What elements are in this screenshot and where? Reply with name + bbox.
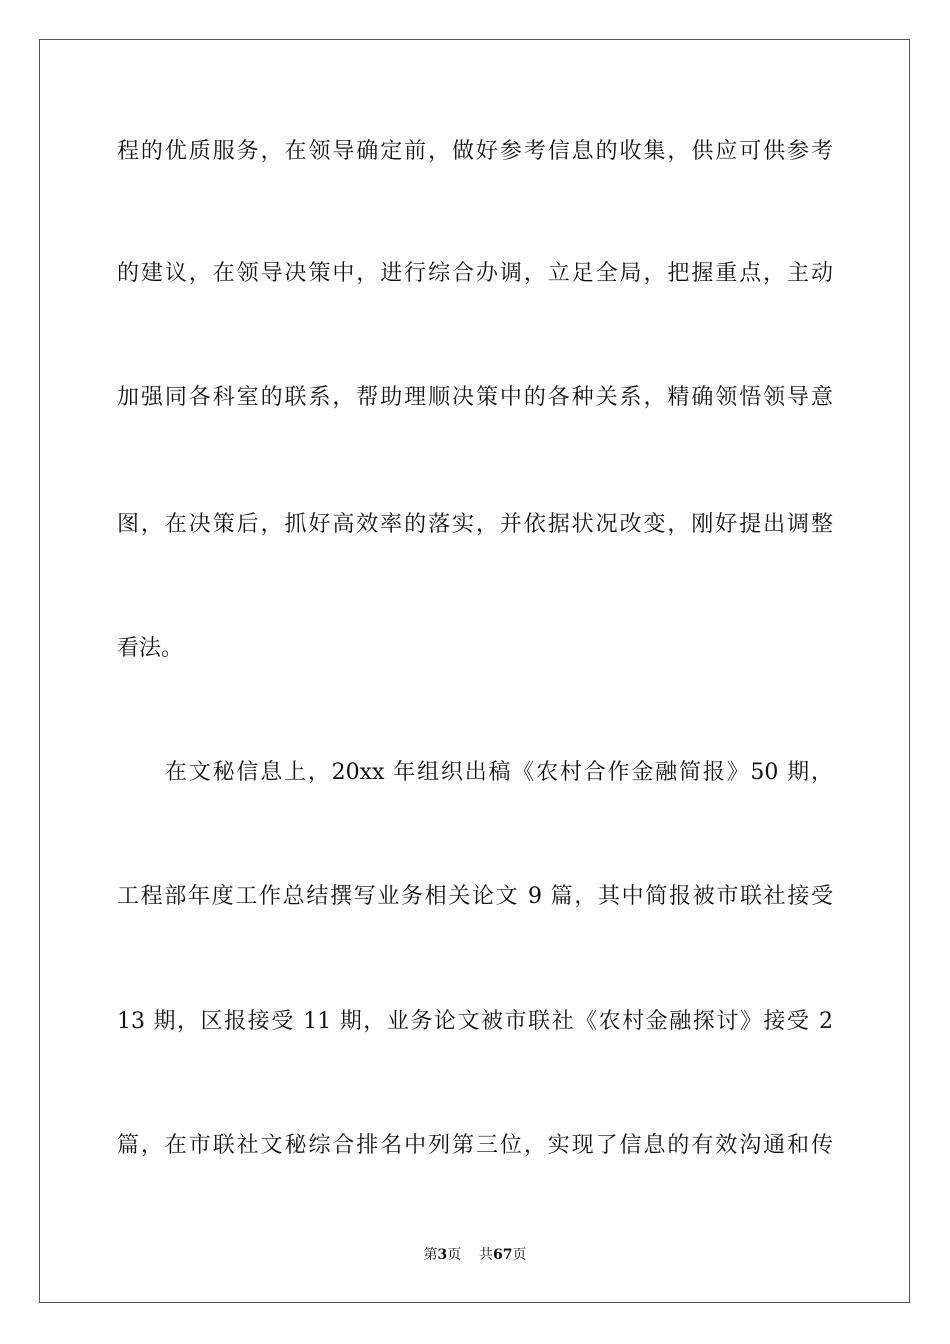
- body-text-line: 13 期，区报接受 11 期，业务论文被市联社《农村金融探讨》接受 2: [117, 1009, 833, 1034]
- body-text-line: 在文秘信息上，20xx 年组织出稿《农村合作金融简报》50 期，: [165, 760, 833, 785]
- total-prefix: 共: [479, 1247, 494, 1263]
- current-page-number: 3: [437, 1247, 448, 1263]
- body-text-line: 的建议，在领导决策中，进行综合办调，立足全局，把握重点，主动: [117, 261, 833, 286]
- total-suffix: 页: [512, 1247, 527, 1263]
- page-footer: [0, 1245, 950, 1265]
- total-pages-number: 67: [493, 1247, 513, 1263]
- body-text-line: 看法。: [117, 636, 184, 661]
- page-border: [39, 39, 910, 1303]
- body-text-line: 篇，在市联社文秘综合排名中列第三位，实现了信息的有效沟通和传: [117, 1133, 833, 1158]
- body-text-line: 程的优质服务，在领导确定前，做好参考信息的收集，供应可供参考: [117, 139, 833, 164]
- body-text-line: 加强同各科室的联系，帮助理顺决策中的各种关系，精确领悟领导意: [117, 385, 833, 410]
- page-suffix: 页: [447, 1247, 462, 1263]
- page-prefix: 第: [423, 1247, 438, 1263]
- body-text-line: 图，在决策后，抓好高效率的落实，并依据状况改变，刚好提出调整: [117, 512, 833, 537]
- body-text-line: 工程部年度工作总结撰写业务相关论文 9 篇，其中简报被市联社接受: [117, 884, 833, 909]
